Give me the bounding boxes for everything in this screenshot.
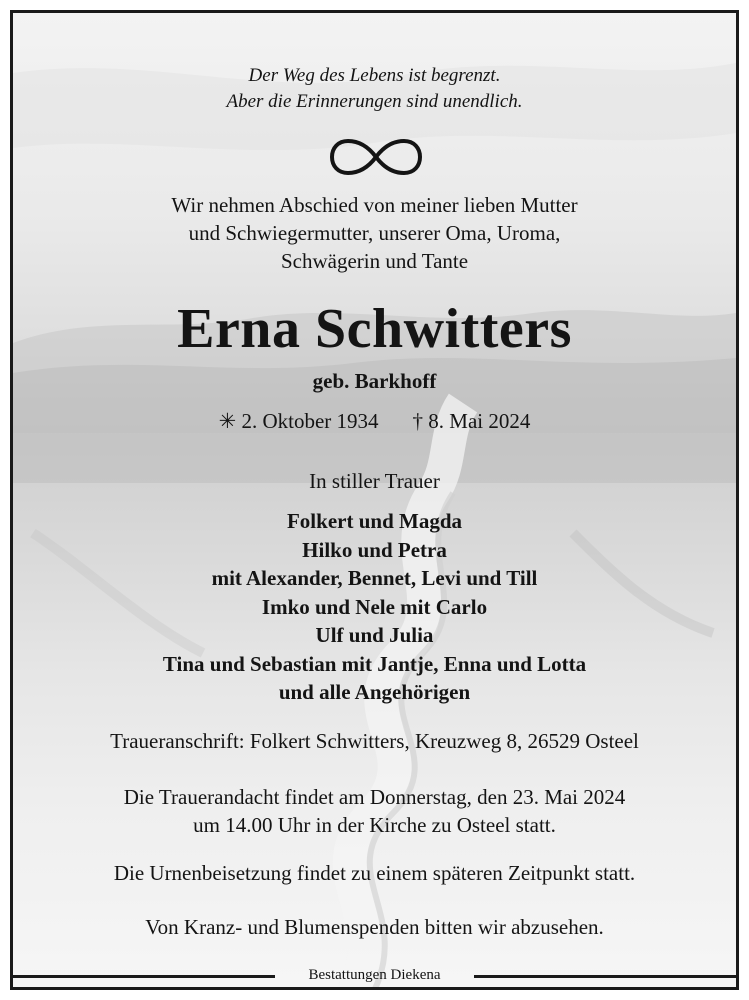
mourners-list — [13, 507, 736, 707]
intro-line: Wir nehmen Abschied von meiner lieben Mutter — [171, 193, 578, 217]
mourning-address: Traueranschrift: Folkert Schwitters, Kreuzweg 8, 26529 Osteel — [110, 729, 639, 753]
obituary-frame — [10, 10, 739, 990]
mourner-line: Tina und Sebastian mit Jantje, Enna und Lotta — [162, 651, 587, 676]
deceased-name: Erna Schwitters — [177, 298, 572, 360]
motto-line: Aber die Erinnerungen sind unendlich. — [226, 91, 523, 112]
life-dates — [13, 407, 736, 435]
intro-line: und Schwiegermutter, unserer Oma, Uroma, — [188, 221, 561, 245]
urn-burial-note: Die Urnenbeisetzung findet zu einem späteren Zeitpunkt statt. — [113, 861, 636, 885]
service-line: Die Trauerandacht findet am Donnerstag, den 23. Mai 2024 — [123, 785, 626, 809]
death-date: † 8. Mai 2024 — [412, 409, 531, 433]
mourner-line: Hilko und Petra — [302, 537, 447, 562]
mourning-line: In stiller Trauer — [309, 469, 440, 493]
motto-line: Der Weg des Lebens ist begrenzt. — [248, 65, 501, 86]
infinity-icon — [329, 137, 423, 177]
service-info — [13, 783, 736, 839]
service-line: um 14.00 Uhr in der Kirche zu Osteel statt. — [193, 813, 556, 837]
undertaker-name: Bestattungen Diekena — [308, 967, 441, 983]
motto — [13, 63, 736, 115]
flowers-note: Von Kranz- und Blumenspenden bitten wir abzusehen. — [145, 915, 604, 939]
footer-rule-left — [13, 975, 275, 978]
footer — [13, 963, 736, 987]
footer-rule-right — [474, 975, 736, 978]
mourner-line: Ulf und Julia — [315, 623, 434, 647]
maiden-name: geb. Barkhoff — [312, 369, 437, 393]
mourner-line: Imko und Nele mit Carlo — [261, 594, 488, 619]
mourner-line: mit Alexander, Bennet, Levi und Till — [211, 566, 538, 590]
mourner-line: Folkert und Magda — [286, 509, 462, 533]
mourner-line: und alle Angehörigen — [278, 680, 471, 704]
intro-line: Schwägerin und Tante — [280, 249, 469, 273]
farewell-intro — [13, 191, 736, 275]
birth-date: ✳ 2. Oktober 1934 — [218, 409, 379, 433]
